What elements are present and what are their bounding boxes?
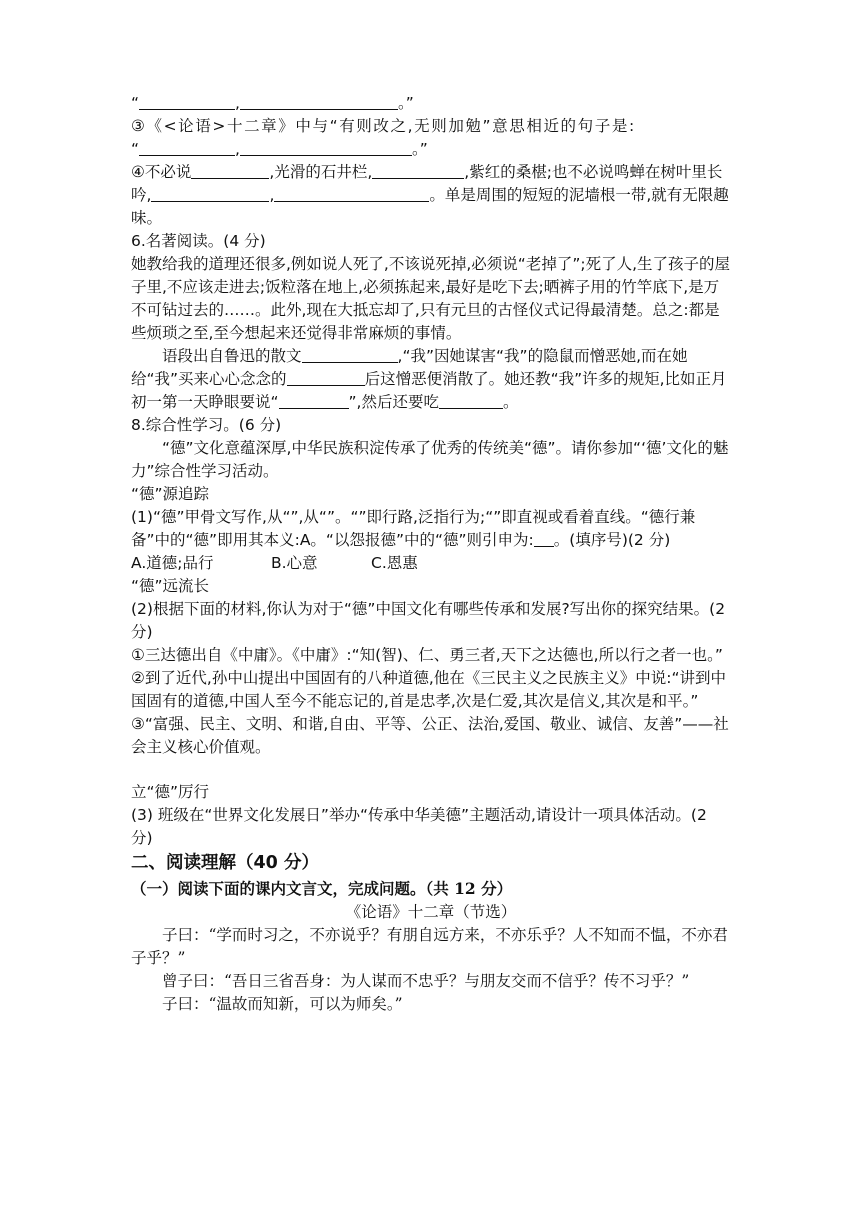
text: 。单是周围的短短的泥墙根一带,就有无限趣味。 <box>131 186 729 227</box>
q5-answer-line-b <box>131 138 731 161</box>
q5-item-3: ③《<论语>十二章》中与“有则改之,无则加勉”意思相近的句子是: <box>131 117 636 135</box>
blank-field[interactable] <box>439 392 503 409</box>
blank-field[interactable] <box>151 185 269 202</box>
text: 。(填序号)(2 分) <box>553 531 671 549</box>
exam-page <box>131 92 731 1016</box>
text: (1)“德”甲骨文写作,从“”,从“”。“”即行路,泛指行为;“”即直视或看着直线。“德行兼备”中的“德”即用其本义:A。“以怨报德”中的“德”则引申为: <box>131 508 696 549</box>
passage-line-3: 子曰：“温故而知新，可以为师矣。” <box>162 995 403 1013</box>
blank-field[interactable] <box>287 369 365 386</box>
separator: , <box>235 140 240 158</box>
passage-line-1: 子曰：“学而时习之，不亦说乎？有朋自远方来，不亦乐乎？人不知而不愠，不亦君子乎？” <box>131 926 728 967</box>
text: 后这憎恶便消散了。她还教“我”许多的规矩,比如正月初一第一天睁眼要说“ <box>131 370 727 411</box>
text: 。 <box>503 393 519 411</box>
material-3: ③“富强、民主、文明、和谐,自由、平等、公正、法治,爱国、敬业、诚信、友善”——社会主义核心价值观。 <box>131 715 729 756</box>
blank-field[interactable] <box>302 346 398 363</box>
q6-passage: 她教给我的道理还很多,例如说人死了,不该说死掉,必须说“老掉了”;死了人,生了孩子的屋子里,不应该走进去;饭粒落在地上,必须拣起来,最好是吃下去;晒裤子用的竹竿底下,是万不可钻过去的……。此外,现在大抵忘却了,只有元旦的古怪仪式记得最清楚。总之:都是些烦琐之至,至今想起来还觉得非常麻烦的事情。 <box>131 255 730 342</box>
blank-field[interactable] <box>191 162 269 179</box>
passage-line-2: 曾子曰：“吾日三省吾身：为人谋而不忠乎？与朋友交而不信乎？传不习乎？” <box>162 972 690 990</box>
option-a[interactable]: A.道德;品行 <box>131 554 214 572</box>
blank-field[interactable] <box>279 392 349 409</box>
text: ”,然后还要吃 <box>348 393 439 411</box>
blank-field[interactable] <box>240 93 398 110</box>
q8-sub2-title: “德”远流长 <box>131 577 210 595</box>
q8-sub2-question: (2)根据下面的材料,你认为对于“德”中国文化有哪些传承和发展?写出你的探究结果。(2 分) <box>131 600 726 641</box>
text: ④不必说 <box>131 163 192 181</box>
q8-sub3-question: (3) 班级在“世界文化发展日”举办“传承中华美德”主题活动,请设计一项具体活动。(2 分) <box>131 806 707 847</box>
quote-close: 。” <box>411 140 428 158</box>
quote-close: 。” <box>397 94 414 112</box>
q6-heading: 6.名著阅读。(4 分) <box>131 232 266 250</box>
blank-field[interactable] <box>534 530 554 547</box>
material-2: ②到了近代,孙中山提出中国固有的八种道德,他在《三民主义之民族主义》中说:“讲到中国固有的道德,中国人至今不能忘记的,首是忠孝,次是仁爱,其次是信义,其次是和平。” <box>131 669 727 710</box>
quote-open: “ <box>131 140 140 158</box>
blank-field[interactable] <box>274 185 429 202</box>
spacer <box>131 759 731 781</box>
q5-answer-line-a <box>131 92 731 115</box>
option-b[interactable]: B.心意 <box>271 554 318 572</box>
material-1: ①三达德出自《中庸》。《中庸》:“知(智)、仁、勇三者,天下之达德也,所以行之者一也。” <box>131 646 723 664</box>
q8-options <box>131 552 731 575</box>
q8-sub1-title: “德”源追踪 <box>131 485 210 503</box>
quote-open: “ <box>131 94 140 112</box>
blank-field[interactable] <box>139 139 235 156</box>
section-heading: 二、阅读理解（40 分） <box>131 853 319 873</box>
q5-item-4 <box>131 161 731 230</box>
option-c[interactable]: C.恩惠 <box>371 554 418 572</box>
text: , <box>269 186 275 204</box>
q6-question <box>131 345 731 414</box>
text: ,光滑的石井栏, <box>269 163 373 181</box>
blank-field[interactable] <box>139 93 235 110</box>
part-heading: （一）阅读下面的课内文言文，完成问题。（共 12 分） <box>131 879 513 898</box>
text: ,紫红的桑椹;也不必说鸣蝉在树叶里长吟, <box>131 163 723 204</box>
separator: , <box>235 94 240 112</box>
q8-intro: “德”文化意蕴深厚,中华民族积淀传承了优秀的传统美“德”。请你参加“‘德’文化的魅力”综合性学习活动。 <box>131 439 729 480</box>
blank-field[interactable] <box>240 139 412 156</box>
text: 语段出自鲁迅的散文 <box>162 347 302 365</box>
text: ,“我”因她谋害“我”的隐鼠而憎恶她,而在她给“我”买来心心念念的 <box>131 347 688 388</box>
q8-sub3-title: 立“德”厉行 <box>131 783 210 801</box>
blank-field[interactable] <box>372 162 464 179</box>
q8-heading: 8.综合性学习。(6 分) <box>131 416 282 434</box>
passage-title: 《论语》十二章（节选） <box>345 903 517 921</box>
q8-sub1-question <box>131 506 731 552</box>
